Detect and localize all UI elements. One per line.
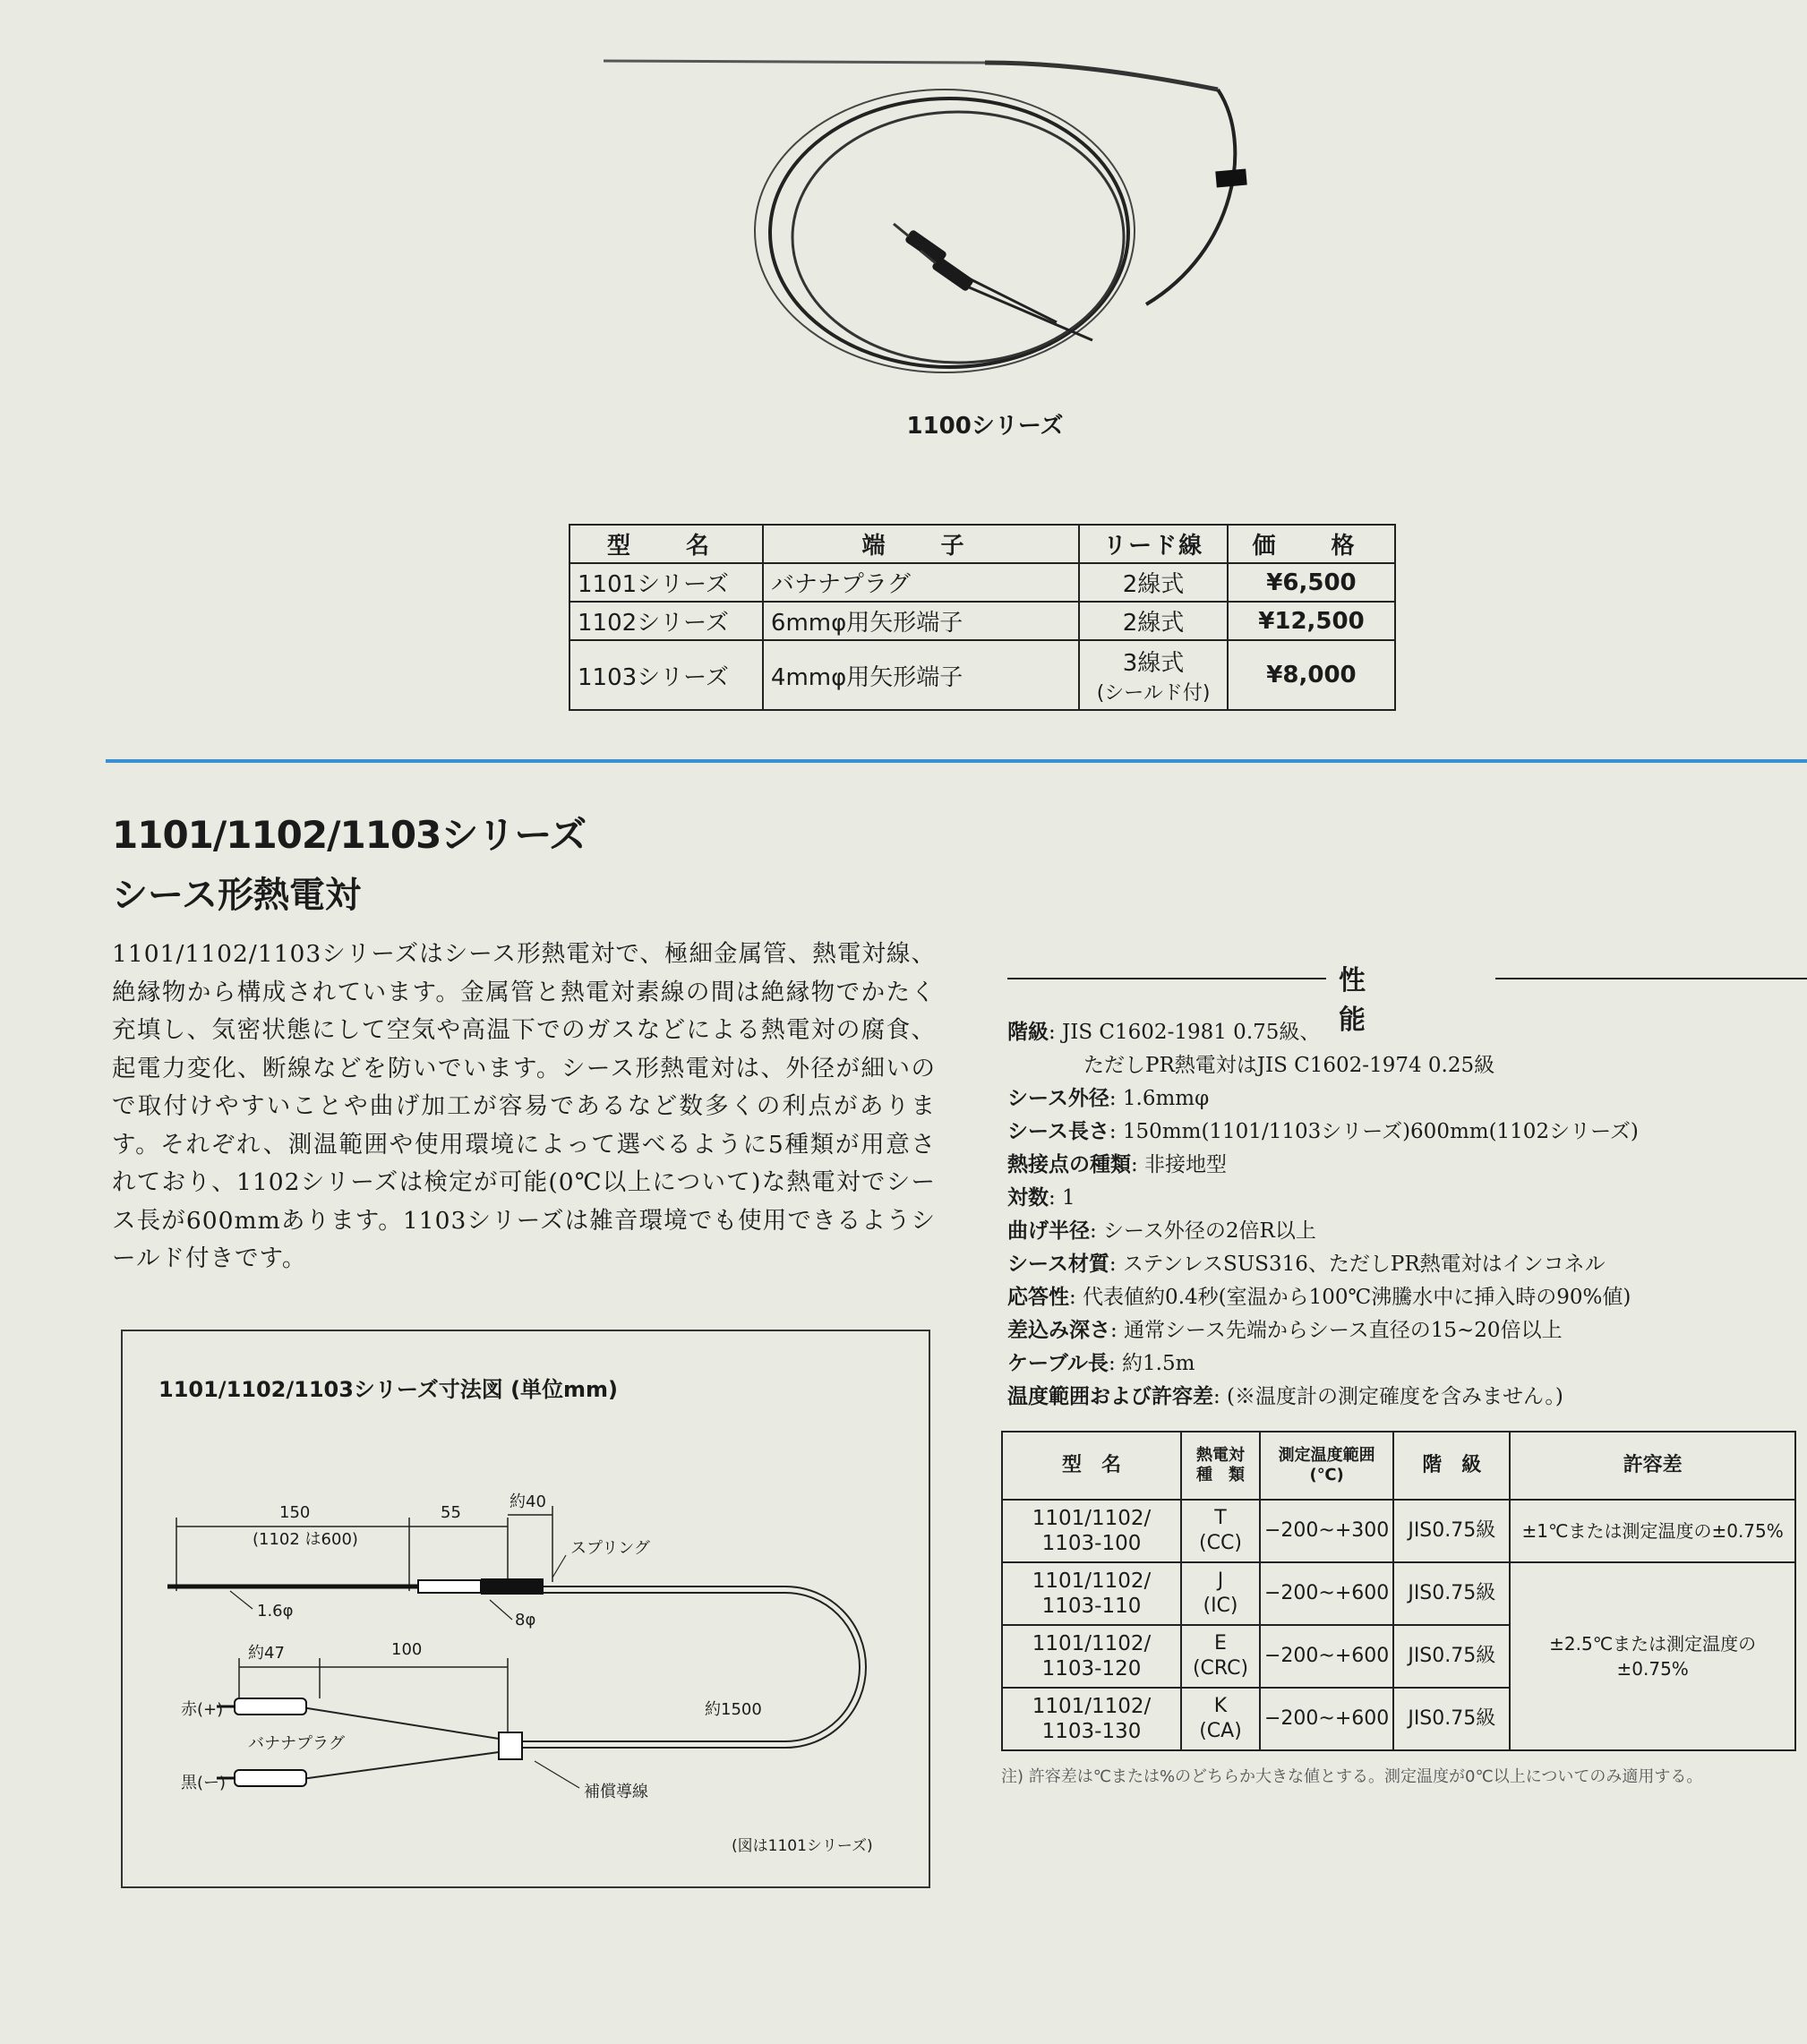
table-row [1002, 1500, 1795, 1562]
table-row [1002, 1562, 1795, 1625]
table-row [570, 563, 1395, 602]
cell-price: ¥8,000 [1228, 640, 1395, 710]
cell-grade: JIS0.75級 [1393, 1625, 1510, 1688]
cell-range: −200~+600 [1260, 1625, 1393, 1688]
table-row [570, 602, 1395, 640]
label-banana: バナナプラグ [248, 1734, 345, 1753]
cell-price: ¥12,500 [1228, 602, 1395, 640]
cell-model: 1102シリーズ [570, 602, 763, 640]
label-compensating: 補償導線 [584, 1783, 648, 1801]
label-note: (図は1101シリーズ) [732, 1837, 873, 1855]
label-150-note: (1102 は600) [253, 1530, 358, 1549]
header-grade: 階 級 [1393, 1432, 1510, 1500]
spec-item: 温度範囲および許容差: (※温度計の測定確度を含みません。) [1007, 1385, 1563, 1408]
cell-terminal: 4mmφ用矢形端子 [763, 640, 1079, 710]
thermocouple-photo [591, 36, 1289, 385]
cell-model: 1101シリーズ [570, 563, 763, 602]
label-100: 100 [391, 1640, 423, 1659]
cell-lead: 2線式 [1079, 563, 1228, 602]
label-55: 55 [441, 1503, 461, 1522]
cell-tolerance: ±1℃または測定温度の±0.75% [1510, 1500, 1795, 1562]
header-type: 熱電対 種 類 [1181, 1432, 1260, 1500]
cell-range: −200~+300 [1260, 1500, 1393, 1562]
dimension-drawing [123, 1331, 929, 1886]
cell-price: ¥6,500 [1228, 563, 1395, 602]
cell-lead [1079, 640, 1228, 710]
label-47: 約47 [248, 1644, 285, 1663]
spec-item: 熱接点の種類: 非接地型 [1007, 1153, 1228, 1176]
cell-type: T (CC) [1181, 1500, 1260, 1562]
cell-grade: JIS0.75級 [1393, 1688, 1510, 1750]
spec-item: ケーブル長: 約1.5m [1007, 1352, 1195, 1375]
price-table [569, 524, 1396, 711]
cell-lead: 2線式 [1079, 602, 1228, 640]
section-title: 1101/1102/1103シリーズ [112, 813, 587, 857]
header-rule-right [1495, 978, 1807, 979]
cell-type: J (IC) [1181, 1562, 1260, 1625]
section-subtitle: シース形熱電対 [112, 875, 361, 916]
cell-lead-note: (シールド付) [1096, 682, 1211, 705]
label-1500: 約1500 [705, 1700, 762, 1719]
table-header-row [570, 525, 1395, 563]
spec-item: 対数: 1 [1007, 1186, 1075, 1210]
cell-type: K (CA) [1181, 1688, 1260, 1750]
label-black: 黒(ー) [181, 1774, 227, 1792]
label-150: 150 [279, 1503, 311, 1522]
header-tolerance: 許容差 [1510, 1432, 1795, 1500]
header-model: 型 名 [1002, 1432, 1181, 1500]
cell-lead-main: 3線式 [1122, 650, 1185, 677]
spec-item: 曲げ半径: シース外径の2倍R以上 [1007, 1219, 1316, 1243]
header-range: 測定温度範囲 (℃) [1260, 1432, 1393, 1500]
header-model: 型 名 [570, 525, 763, 563]
table-header-row [1002, 1432, 1795, 1500]
cell-terminal: 6mmφ用矢形端子 [763, 602, 1079, 640]
tolerance-table [1001, 1431, 1796, 1751]
cell-terminal: バナナプラグ [763, 563, 1079, 602]
footnote: 注) 許容差は℃または%のどちらか大きな値とする。測定温度が0℃以上についてのみ適用する。 [1001, 1767, 1703, 1786]
spec-item: シース長さ: 150mm(1101/1103シリーズ)600mm(1102シリーズ) [1007, 1120, 1639, 1143]
cell-type: E (CRC) [1181, 1625, 1260, 1688]
photo-caption: 1100シリーズ [906, 413, 1064, 440]
cell-model: 1101/1102/ 1103-120 [1002, 1625, 1181, 1688]
cell-model: 1101/1102/ 1103-130 [1002, 1688, 1181, 1750]
performance-title: 性能 [1339, 965, 1455, 1036]
dimension-figure [121, 1330, 930, 1888]
spec-item: 応答性: 代表値約0.4秒(室温から100℃沸騰水中に挿入時の90%値) [1007, 1286, 1631, 1309]
spec-item: シース外径: 1.6mmφ [1007, 1087, 1210, 1110]
cell-model: 1101/1102/ 1103-100 [1002, 1500, 1181, 1562]
spec-item: 階級: JIS C1602-1981 0.75級、 [1007, 1021, 1321, 1044]
description-text: 1101/1102/1103シリーズはシース形熱電対で、極細金属管、熱電対線、絶縁物から構成されています。金属管と熱電対素線の間は絶縁物でかたく充填し、気密状態にして空気や高温下でのガスなどによる熱電対の腐食、起電力変化、断線などを防いでいます。シース形熱電対は、外径が細いので取付けやすいことや曲げ加工が容易であるなど数多くの利点があります。それぞれ、測温範囲や使用環境によって選べるように5種類が用意されており、1102シリーズは検定が可能(0℃以上について)な熱電対でシース長が600mmあります。1103シリーズは雑音環境でも使用できるようシールド付きです。 [112, 940, 936, 1272]
spec-item: ただしPR熱電対はJIS C1602-1974 0.25級 [1083, 1054, 1495, 1077]
spec-item: シース材質: ステンレスSUS316、ただしPR熱電対はインコネル [1007, 1253, 1606, 1276]
cell-tolerance: ±2.5℃または測定温度の±0.75% [1510, 1562, 1795, 1750]
label-dia-16: 1.6φ [257, 1602, 294, 1621]
figure-title: 1101/1102/1103シリーズ寸法図 (単位mm) [158, 1377, 619, 1402]
section-divider [106, 759, 1807, 763]
label-dia-8: 8φ [515, 1611, 536, 1629]
cell-grade: JIS0.75級 [1393, 1500, 1510, 1562]
cell-model: 1101/1102/ 1103-110 [1002, 1562, 1181, 1625]
label-40: 約40 [510, 1492, 546, 1511]
header-rule-left [1007, 978, 1326, 979]
label-red: 赤(+) [181, 1700, 224, 1719]
cell-range: −200~+600 [1260, 1562, 1393, 1625]
header-price: 価 格 [1228, 525, 1395, 563]
cell-range: −200~+600 [1260, 1688, 1393, 1750]
cell-grade: JIS0.75級 [1393, 1562, 1510, 1625]
header-lead: リード線 [1079, 525, 1228, 563]
label-spring: スプリング [570, 1539, 650, 1558]
table-row [570, 640, 1395, 710]
spec-list [1007, 1016, 1804, 1414]
cell-model: 1103シリーズ [570, 640, 763, 710]
header-terminal: 端 子 [763, 525, 1079, 563]
spec-item: 差込み深さ: 通常シース先端からシース直径の15~20倍以上 [1007, 1319, 1563, 1342]
